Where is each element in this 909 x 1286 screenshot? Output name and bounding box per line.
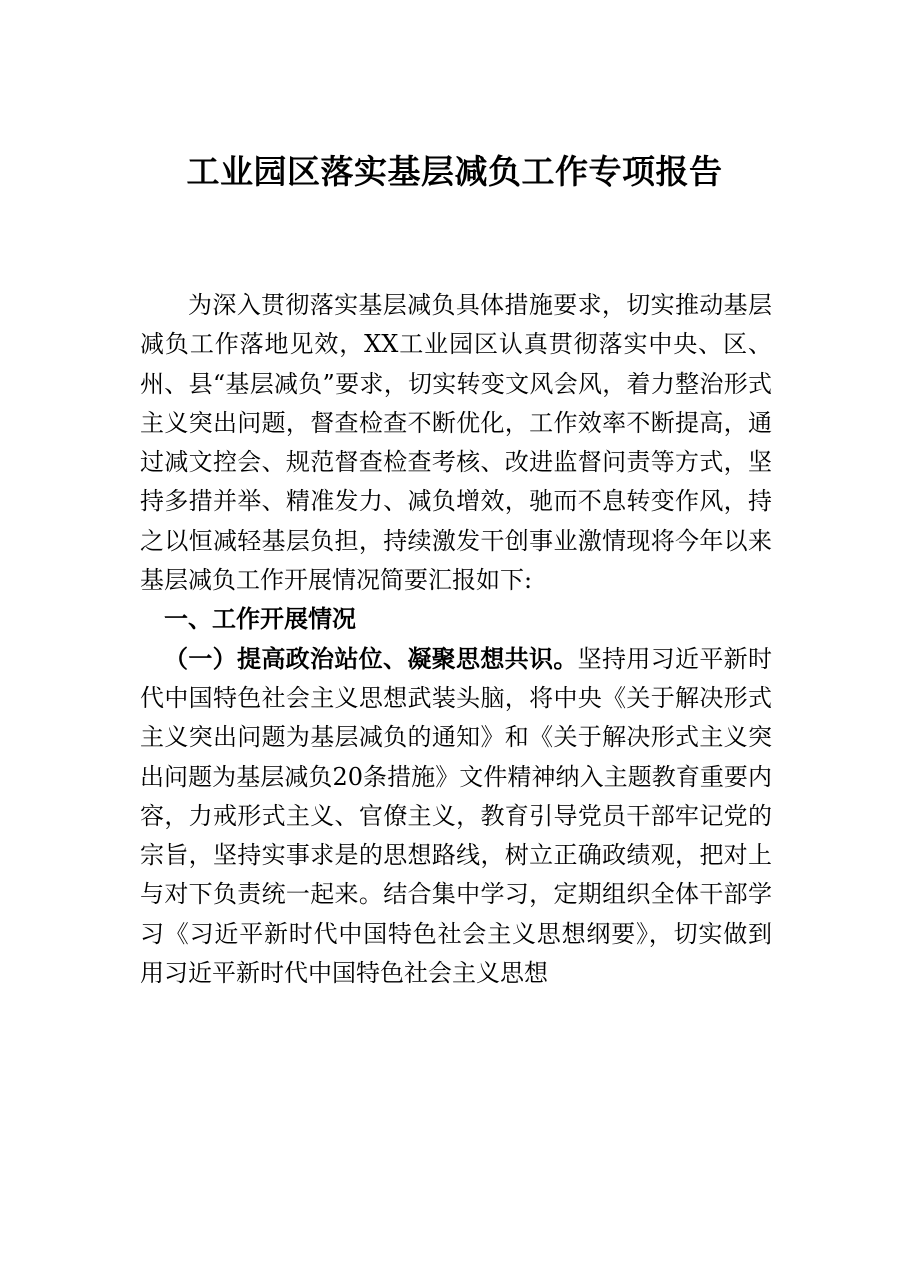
intro-paragraph: 为深入贯彻落实基层减负具体措施要求，切实推动基层减负工作落地见效，XX工业园区认真贯彻落实中央、区、州、县“基层减负”要求，切实转变文风会风，着力整治形式主义突出问题，督查检查不断优化，工作效率不断提高，通过减文控会、规范督查检查考核、改进监督问责等方式，坚持多措并举、精准发力、减负增效，驰而不息转变作风，持之以恒减轻基层负担，持续激发干创事业激情现将今年以来基层减负工作开展情况简要汇报如下: <box>140 291 772 595</box>
subsection-text-1: 坚持用习近平新时代中国特色社会主义思想武装头脑，将中央《关于解决形式主义突出问题为基层减负的通知》和《关于解决形式主义突出问题为基层减负20条措施》文件精神纳入主题教育重要内容，力戒形式主义、官僚主义，教育引导党员干部牢记党的宗旨，坚持实事求是的思想路线，树立正确政绩观，把对上与对下负责统一起来。结合集中学习，定期组织全体干部学习《习近平新时代中国特色社会主义思想纲要》，切实做到用习近平新时代中国特色社会主义思想 <box>140 644 773 988</box>
subsection-paragraph-1 <box>140 640 772 994</box>
section-heading-1: 一、工作开展情况 <box>164 605 356 634</box>
subsection-heading-1: （一）提高政治站位、凝聚思想共识。 <box>164 644 578 673</box>
document-title: 工业园区落实基层减负工作专项报告 <box>186 152 723 191</box>
document-body <box>140 286 772 993</box>
